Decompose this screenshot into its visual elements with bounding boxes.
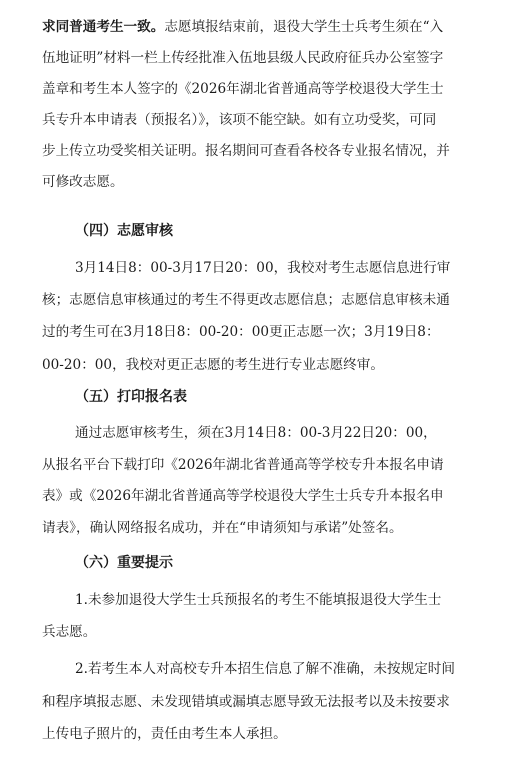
paragraph-line: 表》或《2026年湖北省普通高等学校退役大学生士兵专升本报名申 bbox=[42, 488, 444, 504]
paragraph-line: 伍地证明”材料一栏上传经批准入伍地县级人民政府征兵办公室签字 bbox=[42, 50, 444, 66]
paragraph-line: 兵专升本申请表（预报名）》，该项不能空缺。如有立功受奖，可同 bbox=[42, 112, 437, 128]
paragraph-line: 过的考生可在3月18日8：00-20：00更正志愿一次；3月19日8： bbox=[42, 324, 440, 340]
bold-lead-text: 求同普通考生一致。 bbox=[42, 19, 165, 35]
section-heading: （六）重要提示 bbox=[75, 555, 173, 571]
paragraph-line: 3月14日8：00-3月17日20：00，我校对考生志愿信息进行审 bbox=[75, 260, 451, 276]
line-text: 志愿填报结束前，退役大学生士兵考生须在“入 bbox=[164, 19, 444, 35]
paragraph-line: 通过志愿审核考生，须在3月14日8：00-3月22日20：00， bbox=[75, 425, 437, 441]
paragraph-line: 兵志愿。 bbox=[42, 624, 97, 640]
paragraph-line: 从报名平台下载打印《2026年湖北省普通高等学校专升本报名申请 bbox=[42, 457, 444, 473]
paragraph-line: 1.未参加退役大学生士兵预报名的考生不能填报退役大学生士 bbox=[75, 592, 442, 608]
paragraph-line: 步上传立功受奖相关证明。报名期间可查看各校各专业报名情况，并 bbox=[42, 143, 450, 159]
paragraph-line: 请表》，确认网络报名成功，并在“申请须知与承诺”处签名。 bbox=[42, 520, 403, 536]
section-heading: （四）志愿审核 bbox=[75, 223, 173, 239]
section-heading: （五）打印报名表 bbox=[75, 389, 187, 405]
paragraph-line: 核；志愿信息审核通过的考生不得更改志愿信息；志愿信息审核未通 bbox=[42, 292, 450, 308]
paragraph-line bbox=[42, 12, 526, 42]
paragraph-line: 可修改志愿。 bbox=[42, 174, 124, 190]
paragraph-line: 盖章和考生本人签字的《2026年湖北省普通高等学校退役大学生士 bbox=[42, 81, 444, 97]
paragraph-line: 和程序填报志愿、未发现错填或漏填志愿导致无法报考以及未按要求 bbox=[42, 694, 450, 710]
paragraph-line: 00-20：00，我校对更正志愿的考生进行专业志愿终审。 bbox=[42, 357, 384, 373]
paragraph-line: 2.若考生本人对高校专升本招生信息了解不准确，未按规定时间 bbox=[75, 661, 455, 677]
paragraph-line: 上传电子照片的，责任由考生本人承担。 bbox=[42, 726, 287, 742]
